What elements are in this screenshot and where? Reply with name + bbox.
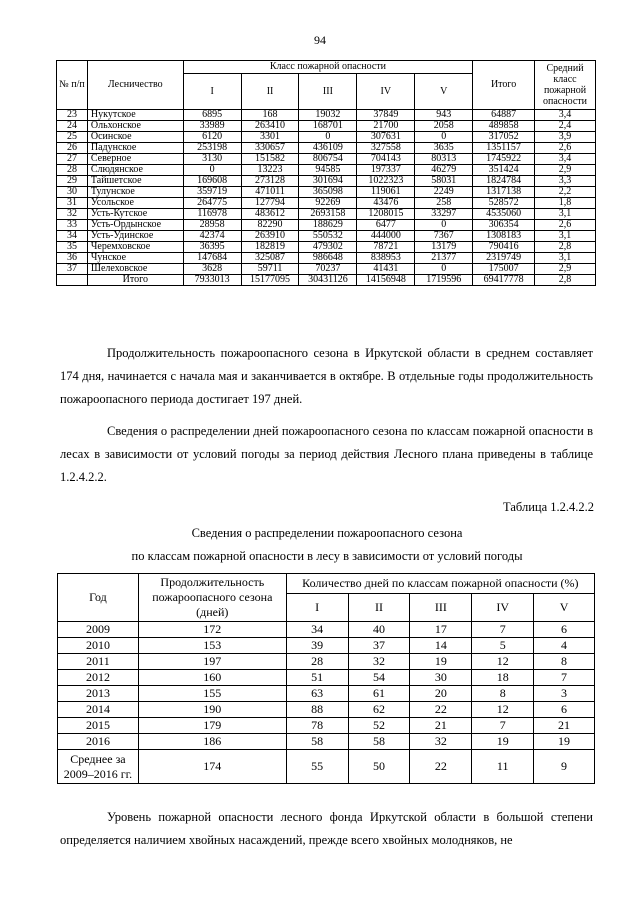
forestry-name-cell: Черемховское <box>87 242 183 253</box>
table-cell: 28 <box>286 654 348 670</box>
col-avg-header: Средний класс пожарной опасности <box>535 61 596 110</box>
table-cell: 119061 <box>357 187 415 198</box>
table-cell: 28 <box>57 165 88 176</box>
table-cell: 116978 <box>183 209 241 220</box>
table-cell: 78721 <box>357 242 415 253</box>
table-row <box>57 121 596 132</box>
table-cell: 197 <box>138 654 286 670</box>
table-cell: 550532 <box>299 231 357 242</box>
table-cell: 3,1 <box>535 231 596 242</box>
table-cell: 0 <box>415 132 473 143</box>
table-cell: 317052 <box>473 132 535 143</box>
table-cell: 307631 <box>357 132 415 143</box>
table-cell: 168 <box>241 110 299 121</box>
table-cell: 18 <box>472 670 534 686</box>
forestry-name-cell: Усть-Ордынское <box>87 220 183 231</box>
table-cell: 64887 <box>473 110 535 121</box>
table-cell: 179 <box>138 718 286 734</box>
table-cell: 55 <box>286 750 348 784</box>
table-cell: 62 <box>348 702 410 718</box>
forestry-name-cell: Северное <box>87 154 183 165</box>
table-cell: 19 <box>534 734 595 750</box>
table-cell: 52 <box>348 718 410 734</box>
table-cell: 127794 <box>241 198 299 209</box>
forestry-name-cell: Осинское <box>87 132 183 143</box>
forestry-name-cell: Тайшетское <box>87 176 183 187</box>
table-cell: 153 <box>138 638 286 654</box>
forestry-name-cell: Усть-Кутское <box>87 209 183 220</box>
table-cell: 1,8 <box>535 198 596 209</box>
table-cell: 479302 <box>299 242 357 253</box>
col-class-ii-header: II <box>241 74 299 110</box>
table-cell: 3301 <box>241 132 299 143</box>
table-cell: 3635 <box>415 143 473 154</box>
table-cell: 63 <box>286 686 348 702</box>
table-cell: 32 <box>57 209 88 220</box>
table-cell: 46279 <box>415 165 473 176</box>
table-cell: 39 <box>286 638 348 654</box>
col-days-v-header: V <box>534 594 595 622</box>
forestry-name-cell: Усть-Удинское <box>87 231 183 242</box>
table-cell: 175007 <box>473 264 535 275</box>
year-cell: 2016 <box>58 734 139 750</box>
table-cell: 160 <box>138 670 286 686</box>
table-cell: 36 <box>57 253 88 264</box>
forestry-name-cell: Тулунское <box>87 187 183 198</box>
average-label-cell: Среднее за 2009–2016 гг. <box>58 750 139 784</box>
table-row <box>58 670 595 686</box>
table-cell: 3,9 <box>535 132 596 143</box>
col-forestry-header: Лесничество <box>87 61 183 110</box>
table-cell: 69417778 <box>473 275 535 286</box>
table-row <box>58 638 595 654</box>
table-cell: 1308183 <box>473 231 535 242</box>
table-row <box>57 253 596 264</box>
table-cell: 172 <box>138 622 286 638</box>
table-cell: 182819 <box>241 242 299 253</box>
table-cell: 2,9 <box>535 165 596 176</box>
fire-season-distribution-table <box>57 573 595 784</box>
table-cell: 330657 <box>241 143 299 154</box>
table-row <box>58 686 595 702</box>
table-row <box>57 187 596 198</box>
table-cell: 21700 <box>357 121 415 132</box>
table-cell: 301694 <box>299 176 357 187</box>
table-cell: 2,6 <box>535 143 596 154</box>
table-cell: 32 <box>410 734 472 750</box>
table-cell: 23 <box>57 110 88 121</box>
table-cell: 28958 <box>183 220 241 231</box>
table-cell: 0 <box>183 165 241 176</box>
table-cell: 7 <box>472 718 534 734</box>
table-cell: 0 <box>299 132 357 143</box>
year-cell: 2010 <box>58 638 139 654</box>
table-cell: 12 <box>472 654 534 670</box>
table-cell: 14156948 <box>357 275 415 286</box>
table-cell: 263910 <box>241 231 299 242</box>
table-cell: 2,4 <box>535 121 596 132</box>
col-class-group-header: Класс пожарной опасности <box>183 61 472 74</box>
table-cell: 0 <box>415 264 473 275</box>
table-cell: 61 <box>348 686 410 702</box>
table-cell: 359719 <box>183 187 241 198</box>
table-row <box>58 654 595 670</box>
col-class-iii-header: III <box>299 74 357 110</box>
table-row <box>57 264 596 275</box>
table-cell: 17 <box>410 622 472 638</box>
table-cell: 6895 <box>183 110 241 121</box>
forestry-name-cell: Чунское <box>87 253 183 264</box>
table-cell: 2319749 <box>473 253 535 264</box>
table2-caption-line2: по классам пожарной опасности в лесу в зависимости от условий погоды <box>131 549 523 563</box>
table-cell: 4 <box>534 638 595 654</box>
table-cell: 1719596 <box>415 275 473 286</box>
table-row <box>58 734 595 750</box>
table-cell: 19032 <box>299 110 357 121</box>
col-year-header: Год <box>58 574 139 622</box>
table-cell: 174 <box>138 750 286 784</box>
table-cell: 88 <box>286 702 348 718</box>
table-cell: 1208015 <box>357 209 415 220</box>
table-row <box>58 718 595 734</box>
table-cell: 790416 <box>473 242 535 253</box>
table-cell: 6 <box>534 702 595 718</box>
table-cell: 15177095 <box>241 275 299 286</box>
table-cell: 58 <box>286 734 348 750</box>
table-cell: 436109 <box>299 143 357 154</box>
table-cell: 1351157 <box>473 143 535 154</box>
table-cell: 30 <box>57 187 88 198</box>
table-cell: 26 <box>57 143 88 154</box>
table-cell: 20 <box>410 686 472 702</box>
year-cell: 2015 <box>58 718 139 734</box>
forestry-fire-class-table <box>56 60 596 286</box>
table-cell: 258 <box>415 198 473 209</box>
table-cell: 19 <box>410 654 472 670</box>
col-days-group-header: Количество дней по классам пожарной опасности (%) <box>286 574 594 594</box>
table-row <box>57 209 596 220</box>
table-cell: 31 <box>57 198 88 209</box>
year-cell: 2009 <box>58 622 139 638</box>
page-number: 94 <box>314 33 326 47</box>
table-cell: 11 <box>472 750 534 784</box>
table-cell: 29 <box>57 176 88 187</box>
table-cell: 22 <box>410 702 472 718</box>
forestry-name-cell: Ольхонское <box>87 121 183 132</box>
table-cell: 306354 <box>473 220 535 231</box>
table-cell: 3628 <box>183 264 241 275</box>
table-cell: 169608 <box>183 176 241 187</box>
table-cell: 325087 <box>241 253 299 264</box>
table-cell: 34 <box>57 231 88 242</box>
average-row <box>58 750 595 784</box>
table-cell: 483612 <box>241 209 299 220</box>
table-cell: 1022323 <box>357 176 415 187</box>
table-row <box>57 165 596 176</box>
table-cell: 42374 <box>183 231 241 242</box>
table-row <box>57 154 596 165</box>
table-cell: 327558 <box>357 143 415 154</box>
table-cell: 33 <box>57 220 88 231</box>
forestry-name-cell: Шелеховское <box>87 264 183 275</box>
table-cell: 51 <box>286 670 348 686</box>
table-cell: 7933013 <box>183 275 241 286</box>
table-cell: 70237 <box>299 264 357 275</box>
table-cell: 3,1 <box>535 253 596 264</box>
col-duration-header: Продолжительность пожароопасного сезона (дней) <box>138 574 286 622</box>
table-cell: 190 <box>138 702 286 718</box>
table-cell: 3,4 <box>535 110 596 121</box>
table-cell: 7 <box>472 622 534 638</box>
table-cell: 197337 <box>357 165 415 176</box>
table-cell: 3 <box>534 686 595 702</box>
table-cell: 94585 <box>299 165 357 176</box>
table-cell: 528572 <box>473 198 535 209</box>
table-cell: 444000 <box>357 231 415 242</box>
forestry-name-cell: Нукутское <box>87 110 183 121</box>
table-row <box>58 702 595 718</box>
table-cell: 1745922 <box>473 154 535 165</box>
table-cell: 25 <box>57 132 88 143</box>
table-cell: 838953 <box>357 253 415 264</box>
table-cell: 151582 <box>241 154 299 165</box>
table-row <box>57 143 596 154</box>
table-cell: 168701 <box>299 121 357 132</box>
table-row <box>57 176 596 187</box>
table-cell: 50 <box>348 750 410 784</box>
table-cell: 471011 <box>241 187 299 198</box>
table-cell: 9 <box>534 750 595 784</box>
table-cell: 82290 <box>241 220 299 231</box>
col-days-i-header: I <box>286 594 348 622</box>
table-cell: 58031 <box>415 176 473 187</box>
table-cell: 7367 <box>415 231 473 242</box>
table-cell: 365098 <box>299 187 357 198</box>
total-label-cell: Итого <box>87 275 183 286</box>
table-cell: 4535060 <box>473 209 535 220</box>
table-cell: 6120 <box>183 132 241 143</box>
table-cell: 19 <box>472 734 534 750</box>
table-cell: 3130 <box>183 154 241 165</box>
table-cell: 3,1 <box>535 209 596 220</box>
table-cell: 273128 <box>241 176 299 187</box>
table-cell: 37 <box>348 638 410 654</box>
table-cell: 32 <box>348 654 410 670</box>
table-cell: 27 <box>57 154 88 165</box>
table-cell: 58 <box>348 734 410 750</box>
col-days-ii-header: II <box>348 594 410 622</box>
table-cell: 12 <box>472 702 534 718</box>
table-cell: 33989 <box>183 121 241 132</box>
forestry-name-cell: Слюдянское <box>87 165 183 176</box>
year-cell: 2014 <box>58 702 139 718</box>
table2-caption-line1: Сведения о распределении пожароопасного сезона <box>191 526 463 540</box>
table-cell: 8 <box>472 686 534 702</box>
table-cell: 37849 <box>357 110 415 121</box>
col-class-i-header: I <box>183 74 241 110</box>
table-cell: 2,8 <box>535 275 596 286</box>
table-cell: 30 <box>410 670 472 686</box>
table-cell: 8 <box>534 654 595 670</box>
paragraph-season-duration: Продолжительность пожароопасного сезона в Иркутской области в среднем составляет 174 дня, начинается с начала мая и заканчивается в октябре. В отдельные годы продолжительность пожароопасного периода достигает 197 дней. <box>60 346 593 406</box>
table-cell: 2693158 <box>299 209 357 220</box>
table-cell: 1824784 <box>473 176 535 187</box>
col-days-iv-header: IV <box>472 594 534 622</box>
table-cell: 986648 <box>299 253 357 264</box>
table-cell: 704143 <box>357 154 415 165</box>
paragraph-distribution-intro: Сведения о распределении дней пожароопасного сезона по классам пожарной опасности в лесах в зависимости от условий погоды за период действия Лесного плана приведены в таблице 1.2.4.2.2. <box>60 424 593 484</box>
table-cell: 13179 <box>415 242 473 253</box>
table-cell: 489858 <box>473 121 535 132</box>
table-cell: 41431 <box>357 264 415 275</box>
table-cell: 36395 <box>183 242 241 253</box>
table-cell: 155 <box>138 686 286 702</box>
table-row <box>58 622 595 638</box>
table-cell: 37 <box>57 264 88 275</box>
table-row <box>57 242 596 253</box>
table-cell: 13223 <box>241 165 299 176</box>
table-row <box>57 110 596 121</box>
year-cell: 2011 <box>58 654 139 670</box>
table-cell: 2,6 <box>535 220 596 231</box>
table-cell: 43476 <box>357 198 415 209</box>
table-cell: 5 <box>472 638 534 654</box>
col-num-header: № п/п <box>57 61 88 110</box>
table-cell: 78 <box>286 718 348 734</box>
table-cell: 2,2 <box>535 187 596 198</box>
paragraph-fire-level: Уровень пожарной опасности лесного фонда Иркутской области в большой степени определяется наличием хвойных насаждений, прежде всего хвойных молодняков, не <box>60 810 593 847</box>
table-cell: 33297 <box>415 209 473 220</box>
table-cell: 6 <box>534 622 595 638</box>
table-cell: 186 <box>138 734 286 750</box>
table-cell: 3,3 <box>535 176 596 187</box>
table-cell: 943 <box>415 110 473 121</box>
table-row <box>57 231 596 242</box>
total-row <box>57 275 596 286</box>
forestry-name-cell: Усольское <box>87 198 183 209</box>
table-row <box>57 132 596 143</box>
table-cell: 54 <box>348 670 410 686</box>
table-cell: 253198 <box>183 143 241 154</box>
table-cell: 59711 <box>241 264 299 275</box>
table-cell: 2,9 <box>535 264 596 275</box>
col-class-v-header: V <box>415 74 473 110</box>
year-cell: 2013 <box>58 686 139 702</box>
col-total-header: Итого <box>473 61 535 110</box>
table-cell: 2249 <box>415 187 473 198</box>
table-cell: 263410 <box>241 121 299 132</box>
table-cell: 3,4 <box>535 154 596 165</box>
table-cell: 35 <box>57 242 88 253</box>
table-cell: 92269 <box>299 198 357 209</box>
table-cell: 0 <box>415 220 473 231</box>
table-cell: 21377 <box>415 253 473 264</box>
table-cell <box>57 275 88 286</box>
table-cell: 147684 <box>183 253 241 264</box>
year-cell: 2012 <box>58 670 139 686</box>
table-row <box>57 198 596 209</box>
table-cell: 22 <box>410 750 472 784</box>
table-cell: 351424 <box>473 165 535 176</box>
table-cell: 2,8 <box>535 242 596 253</box>
table-cell: 7 <box>534 670 595 686</box>
table-cell: 30431126 <box>299 275 357 286</box>
table-cell: 1317138 <box>473 187 535 198</box>
table-cell: 34 <box>286 622 348 638</box>
table-cell: 21 <box>410 718 472 734</box>
forestry-name-cell: Падунское <box>87 143 183 154</box>
table-row <box>57 220 596 231</box>
table-cell: 24 <box>57 121 88 132</box>
table-cell: 264775 <box>183 198 241 209</box>
table-cell: 806754 <box>299 154 357 165</box>
table2-label: Таблица 1.2.4.2.2 <box>503 500 594 514</box>
table-cell: 2058 <box>415 121 473 132</box>
col-days-iii-header: III <box>410 594 472 622</box>
table-cell: 188629 <box>299 220 357 231</box>
table-cell: 21 <box>534 718 595 734</box>
table-cell: 40 <box>348 622 410 638</box>
table-cell: 14 <box>410 638 472 654</box>
table-cell: 6477 <box>357 220 415 231</box>
table-cell: 80313 <box>415 154 473 165</box>
col-class-iv-header: IV <box>357 74 415 110</box>
